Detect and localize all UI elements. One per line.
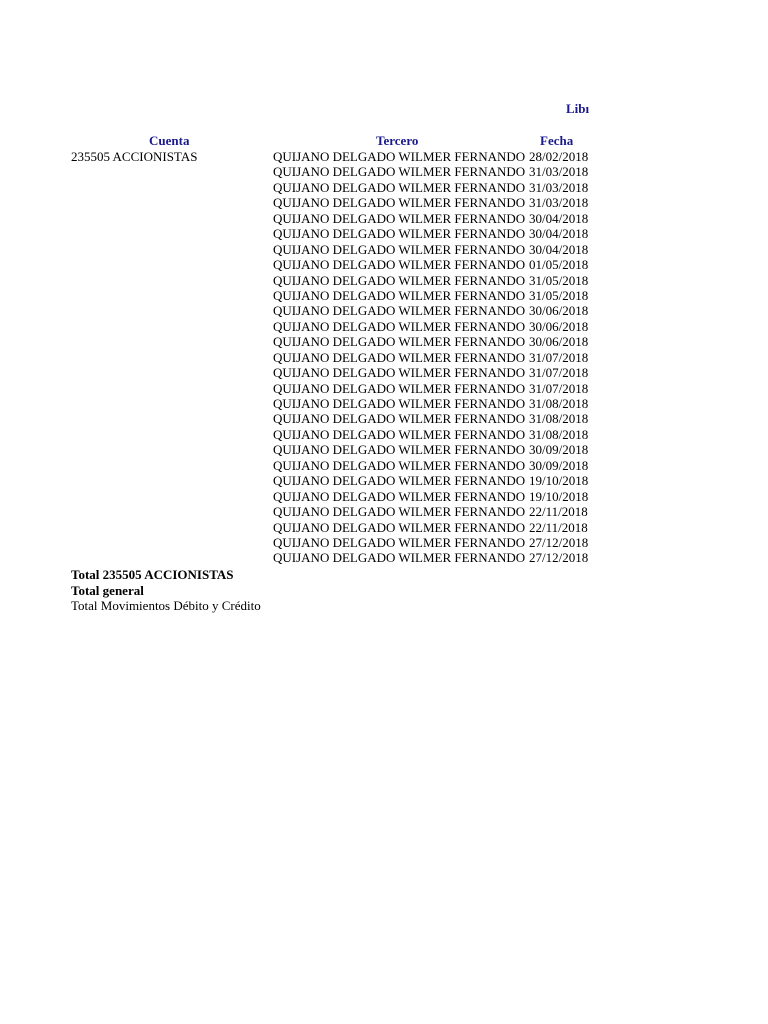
table-row bbox=[0, 226, 768, 241]
row-tercero: QUIJANO DELGADO WILMER FERNANDO bbox=[273, 380, 526, 396]
row-fecha: 30/06/2018 bbox=[529, 334, 589, 350]
row-tercero: QUIJANO DELGADO WILMER FERNANDO bbox=[273, 303, 526, 319]
account-total-label: Total 235505 ACCIONISTAS bbox=[71, 567, 234, 582]
column-header-cuenta: Cuenta bbox=[149, 133, 190, 148]
row-tercero: QUIJANO DELGADO WILMER FERNANDO bbox=[273, 365, 526, 381]
row-fecha: 31/03/2018 bbox=[529, 179, 589, 195]
row-tercero: QUIJANO DELGADO WILMER FERNANDO bbox=[273, 210, 526, 226]
table-row bbox=[0, 489, 768, 504]
column-header-tercero: Tercero bbox=[376, 133, 419, 148]
row-fecha: 28/02/2018 bbox=[529, 149, 589, 164]
row-tercero: QUIJANO DELGADO WILMER FERNANDO bbox=[273, 318, 526, 334]
row-tercero: QUIJANO DELGADO WILMER FERNANDO bbox=[273, 550, 526, 566]
account-name: 235505 ACCIONISTAS bbox=[71, 149, 198, 164]
row-fecha: 31/05/2018 bbox=[529, 272, 589, 288]
table-row bbox=[0, 288, 768, 303]
table-row bbox=[0, 520, 768, 535]
table-row bbox=[0, 458, 768, 473]
row-tercero: QUIJANO DELGADO WILMER FERNANDO bbox=[273, 457, 526, 473]
row-fecha: 31/07/2018 bbox=[529, 349, 589, 365]
row-fecha: 30/09/2018 bbox=[529, 457, 589, 473]
row-tercero: QUIJANO DELGADO WILMER FERNANDO bbox=[273, 534, 526, 550]
row-fecha: 31/03/2018 bbox=[529, 195, 589, 211]
row-fecha: 30/06/2018 bbox=[529, 318, 589, 334]
row-tercero: QUIJANO DELGADO WILMER FERNANDO bbox=[273, 349, 526, 365]
table-row bbox=[0, 242, 768, 257]
row-fecha: 31/08/2018 bbox=[529, 396, 589, 411]
table-row bbox=[0, 180, 768, 195]
row-tercero: QUIJANO DELGADO WILMER FERNANDO bbox=[273, 241, 526, 257]
row-tercero: QUIJANO DELGADO WILMER FERNANDO bbox=[273, 411, 526, 427]
row-tercero: QUIJANO DELGADO WILMER FERNANDO bbox=[273, 396, 526, 411]
row-fecha: 30/06/2018 bbox=[529, 303, 589, 319]
row-tercero: QUIJANO DELGADO WILMER FERNANDO bbox=[273, 164, 526, 180]
row-tercero: QUIJANO DELGADO WILMER FERNANDO bbox=[273, 488, 526, 504]
row-tercero: QUIJANO DELGADO WILMER FERNANDO bbox=[273, 473, 526, 489]
table-row bbox=[0, 535, 768, 550]
table-row bbox=[0, 273, 768, 288]
row-fecha: 27/12/2018 bbox=[529, 534, 589, 550]
table-row bbox=[0, 473, 768, 488]
row-tercero: QUIJANO DELGADO WILMER FERNANDO bbox=[273, 504, 526, 520]
table-row bbox=[0, 411, 768, 426]
row-fecha: 31/08/2018 bbox=[529, 411, 589, 427]
table-row bbox=[0, 381, 768, 396]
table-row bbox=[0, 149, 768, 164]
row-tercero: QUIJANO DELGADO WILMER FERNANDO bbox=[273, 179, 526, 195]
table-row bbox=[0, 334, 768, 349]
row-fecha: 31/03/2018 bbox=[529, 164, 589, 180]
row-tercero: QUIJANO DELGADO WILMER FERNANDO bbox=[273, 442, 526, 458]
row-fecha: 31/05/2018 bbox=[529, 287, 589, 303]
row-tercero: QUIJANO DELGADO WILMER FERNANDO bbox=[273, 226, 526, 242]
row-tercero: QUIJANO DELGADO WILMER FERNANDO bbox=[273, 195, 526, 211]
row-tercero: QUIJANO DELGADO WILMER FERNANDO bbox=[273, 149, 526, 164]
row-fecha: 19/10/2018 bbox=[529, 473, 589, 489]
row-fecha: 19/10/2018 bbox=[529, 488, 589, 504]
row-tercero: QUIJANO DELGADO WILMER FERNANDO bbox=[273, 334, 526, 350]
transactions-list bbox=[0, 149, 768, 566]
table-row bbox=[0, 365, 768, 380]
row-tercero: QUIJANO DELGADO WILMER FERNANDO bbox=[273, 287, 526, 303]
report-title: Libı bbox=[566, 101, 590, 116]
table-row bbox=[0, 195, 768, 210]
table-row bbox=[0, 303, 768, 318]
row-fecha: 31/07/2018 bbox=[529, 380, 589, 396]
row-tercero: QUIJANO DELGADO WILMER FERNANDO bbox=[273, 519, 526, 535]
table-row bbox=[0, 504, 768, 519]
table-row bbox=[0, 442, 768, 457]
table-row bbox=[0, 427, 768, 442]
row-fecha: 31/08/2018 bbox=[529, 426, 589, 442]
row-fecha: 31/07/2018 bbox=[529, 365, 589, 381]
table-row bbox=[0, 550, 768, 565]
table-row bbox=[0, 396, 768, 411]
table-row bbox=[0, 164, 768, 179]
column-header-fecha: Fecha bbox=[540, 133, 574, 148]
row-fecha: 30/04/2018 bbox=[529, 210, 589, 226]
row-fecha: 22/11/2018 bbox=[529, 504, 588, 520]
row-fecha: 27/12/2018 bbox=[529, 550, 589, 566]
row-fecha: 30/04/2018 bbox=[529, 226, 589, 242]
table-row bbox=[0, 211, 768, 226]
row-fecha: 30/09/2018 bbox=[529, 442, 589, 458]
row-fecha: 01/05/2018 bbox=[529, 257, 589, 273]
row-tercero: QUIJANO DELGADO WILMER FERNANDO bbox=[273, 426, 526, 442]
table-row bbox=[0, 257, 768, 272]
row-tercero: QUIJANO DELGADO WILMER FERNANDO bbox=[273, 257, 526, 273]
movements-total-label: Total Movimientos Débito y Crédito bbox=[71, 598, 261, 613]
table-row bbox=[0, 350, 768, 365]
table-row bbox=[0, 319, 768, 334]
row-fecha: 22/11/2018 bbox=[529, 519, 588, 535]
general-total-label: Total general bbox=[71, 582, 144, 598]
totals-section bbox=[71, 567, 261, 614]
row-fecha: 30/04/2018 bbox=[529, 241, 589, 257]
row-tercero: QUIJANO DELGADO WILMER FERNANDO bbox=[273, 272, 526, 288]
